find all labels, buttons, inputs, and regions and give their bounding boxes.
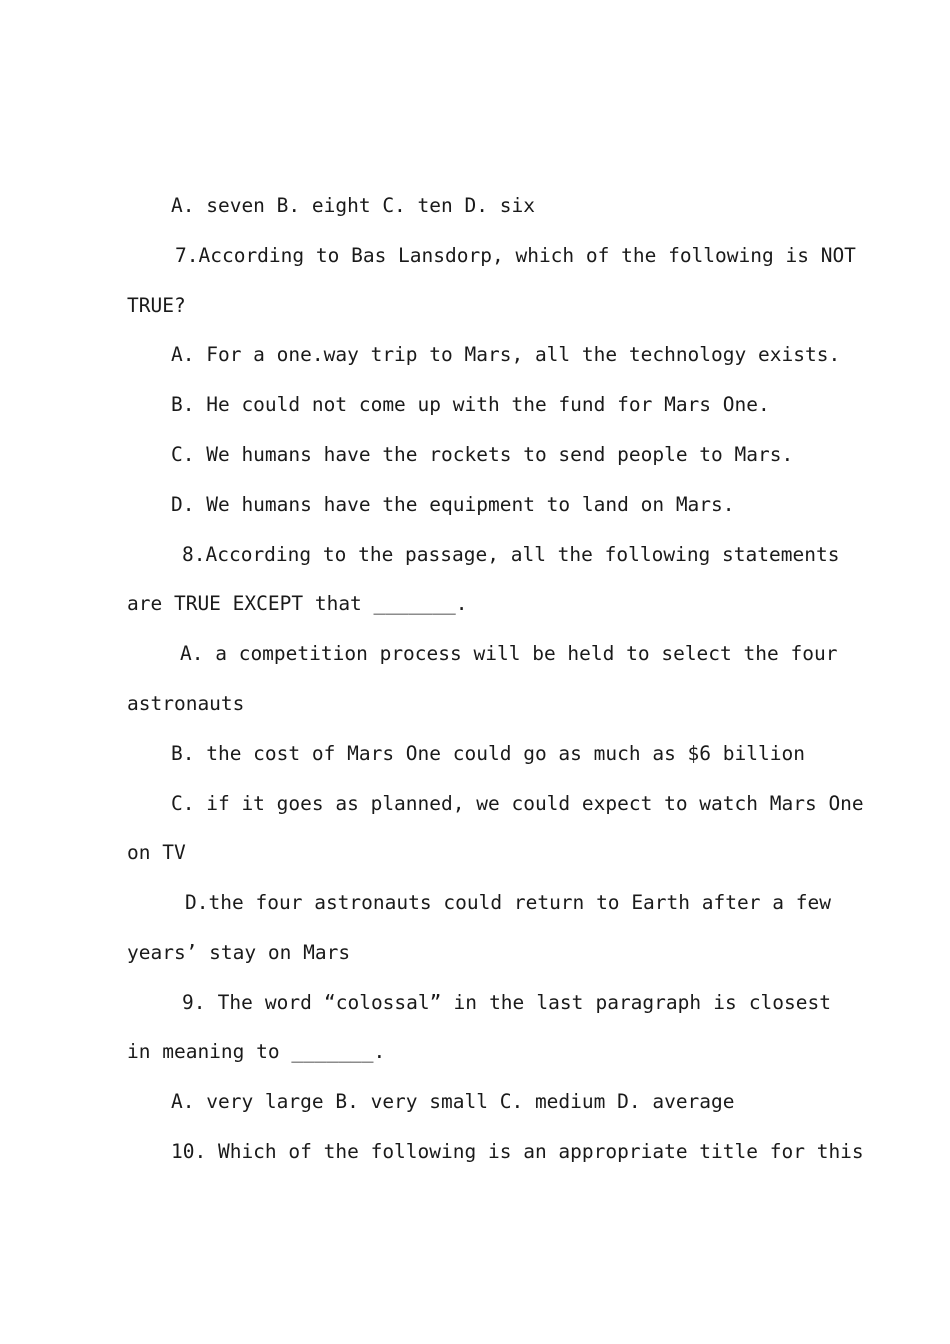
q8-option-d: D.the four astronauts could return to Earth after a few bbox=[185, 891, 831, 914]
q6-options: A. seven B. eight C. ten D. six bbox=[171, 194, 535, 217]
q9-options: A. very large B. very small C. medium D. average bbox=[171, 1090, 735, 1113]
q8-question: 8.According to the passage, all the following statements bbox=[182, 543, 840, 566]
q8-option-a-cont: astronauts bbox=[127, 692, 245, 715]
q7-question: 7.According to Bas Lansdorp, which of the following is NOT bbox=[175, 244, 856, 267]
q8-option-a: A. a competition process will be held to select the four bbox=[180, 642, 838, 665]
q7-question-cont: TRUE? bbox=[127, 294, 186, 317]
q8-question-cont: are TRUE EXCEPT that _______. bbox=[127, 592, 468, 615]
q9-question: 9. The word “colossal” in the last paragraph is closest bbox=[182, 991, 831, 1014]
q8-option-b: B. the cost of Mars One could go as much as $6 billion bbox=[171, 742, 805, 765]
q8-option-c-cont: on TV bbox=[127, 841, 186, 864]
q8-option-c: C. if it goes as planned, we could expect to watch Mars One bbox=[171, 792, 864, 815]
q7-option-c: C. We humans have the rockets to send people to Mars. bbox=[171, 443, 794, 466]
q10-question: 10. Which of the following is an appropriate title for this bbox=[171, 1140, 864, 1163]
q9-question-cont: in meaning to _______. bbox=[127, 1040, 386, 1063]
q7-option-b: B. He could not come up with the fund for Mars One. bbox=[171, 393, 770, 416]
q7-option-d: D. We humans have the equipment to land on Mars. bbox=[171, 493, 735, 516]
q7-option-a: A. For a one.way trip to Mars, all the technology exists. bbox=[171, 343, 841, 366]
q8-option-d-cont: years’ stay on Mars bbox=[127, 941, 351, 964]
